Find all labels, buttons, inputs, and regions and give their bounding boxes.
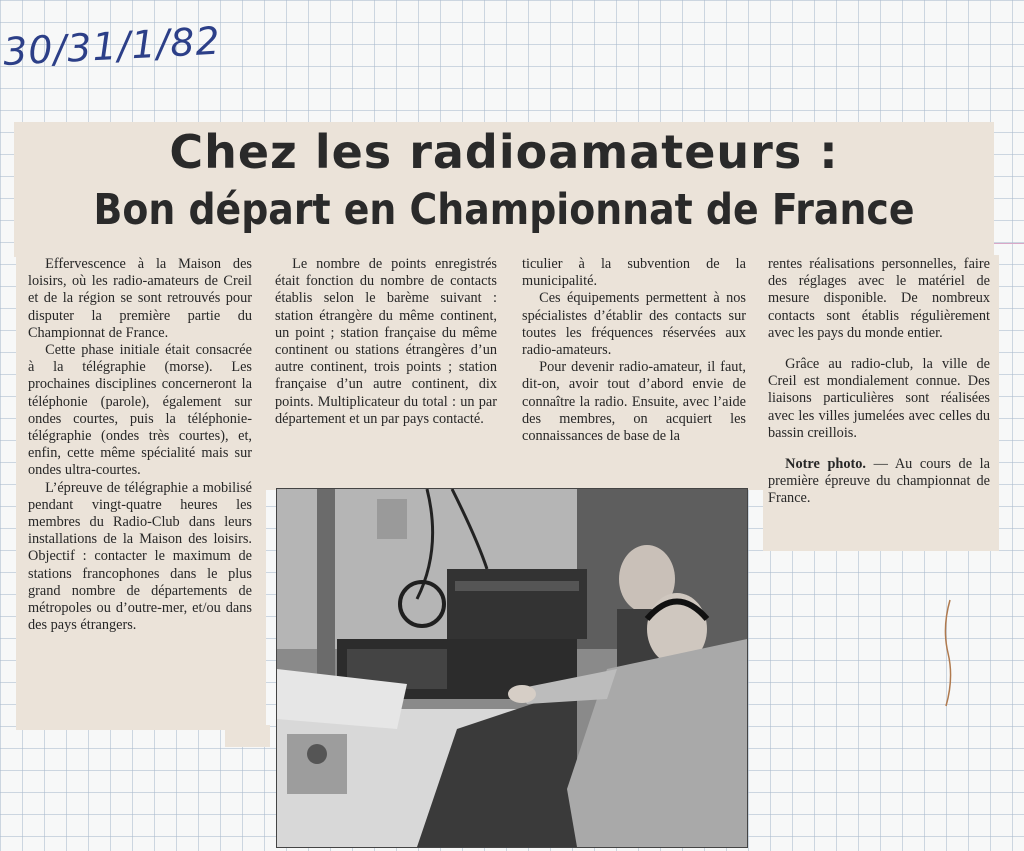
margin-line [994,243,1024,244]
photo-caption-lead: Notre photo. [785,456,867,473]
paragraph: L’épreuve de télégraphie a mobilisé pendant vingt-quatre heures les membres du Radio-Club dans leurs installations de la Maison des loisirs. Objectif : contacter le maximum de stations francophones dans le plus grand nombre de départements de métropoles ou d’outre-mer, et/ou dans des pays étrangers. [28,479,252,634]
headline-line-2: Bon départ en Championnat de France [93,185,915,235]
paragraph: Grâce au radio-club, la ville de Creil est mondialement connue. Des liaisons particulières sont réalisées avec les villes jumelées avec celles du bassin creillois. [768,356,990,441]
photo-caption-text: — Au cours de la première épreuve du championnat de France. [768,456,990,507]
paragraph: Ces équipements permettent à nos spécialistes d’établir des contacts sur toutes les fréquences réservées aux radio-amateurs. [522,290,746,359]
pencil-mark [938,598,958,708]
headline-line-1: Chez les radioamateurs : [169,125,839,179]
photo-caption [768,456,990,508]
paragraph: rentes réalisations personnelles, faire des réglages avec le matériel de mesure disponible. De nombreux contacts sont établis régulièrement avec les pays du monde entier. [768,256,990,341]
article-column-2 [275,256,497,428]
article-column-3 [522,256,746,445]
paragraph: Cette phase initiale était consacrée à la télégraphie (morse). Les prochaines disciplines concerneront la téléphonie (parole), également sur ondes courtes, puis la téléphonie-télégraphie (ondes très courtes), et, enfin, cette même spécialité mais sur ondes ultra-courtes. [28,342,252,479]
paragraph: Le nombre de points enregistrés était fonction du nombre de contacts établis selon le barème suivant : station étrangère du même continent, un point ; station française du même continent ou stations étrangères d’un autre continent, trois points ; station française d’un autre continent, dix points. Multiplicateur du total : un par département et un par pays contacté. [275,256,497,427]
handwritten-date: 30/31/1/82 [2,18,222,74]
article-column-1 [28,256,252,634]
paragraph: Effervescence à la Maison des loisirs, où les radio-amateurs de Creil et de la région se sont retrouvés pour disputer la première partie du Championnat de France. [28,256,252,341]
article-column-4 [768,256,990,508]
news-photo [276,488,748,848]
photo-radio-operators [277,489,747,847]
paragraph: ticulier à la subvention de la municipalité. [522,256,746,290]
paragraph: Pour devenir radio-amateur, il faut, dit-on, avoir tout d’abord envie de connaître la radio. Ensuite, avec l’aide des membres, on acquiert les connaissances de base de la [522,359,746,445]
clipping-tab [225,725,270,747]
